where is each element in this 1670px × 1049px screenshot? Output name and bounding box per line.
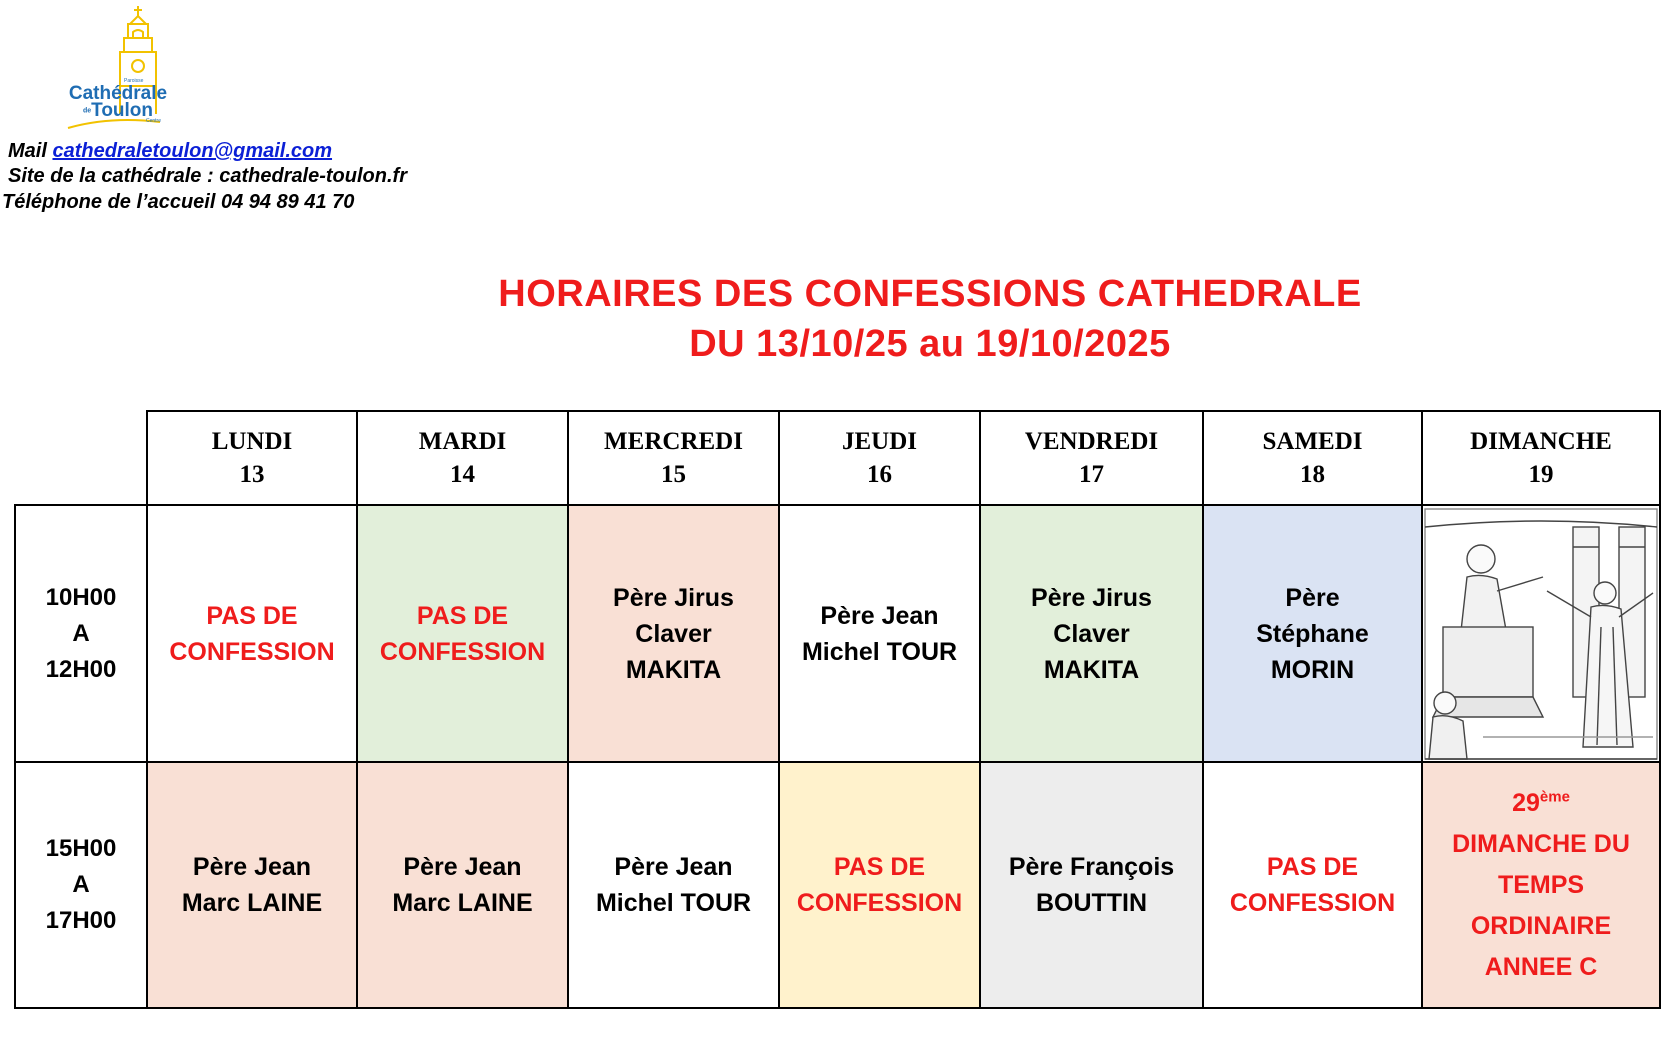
mail-link[interactable]: cathedraletoulon@gmail.com: [52, 140, 333, 162]
sunday-note-cell: 29ème DIMANCHE DU TEMPS ORDINAIRE ANNEE C: [1422, 762, 1660, 1008]
page-title-line2: DU 13/10/25 au 19/10/2025: [689, 323, 1171, 365]
biblical-scene-illustration: [1423, 507, 1659, 761]
schedule-cell: Père Jirus Claver MAKITA: [980, 505, 1203, 762]
phone-line: Téléphone de l’accueil 04 94 89 41 70: [2, 191, 355, 213]
schedule-cell: PAS DE CONFESSION: [357, 505, 568, 762]
time-slot-cell: 15H00 A 17H00: [15, 762, 147, 1008]
schedule-cell: Père François BOUTTIN: [980, 762, 1203, 1008]
schedule-cell: PAS DE CONFESSION: [1203, 762, 1422, 1008]
illustration-cell: [1422, 505, 1660, 762]
schedule-cell: Père Stéphane MORIN: [1203, 505, 1422, 762]
afternoon-row: [15, 762, 1660, 1008]
day-header: VENDREDI 17: [980, 411, 1203, 505]
morning-row: [15, 505, 1660, 762]
logo-line1: Cathédrale: [68, 83, 168, 104]
mail-label: Mail: [8, 140, 47, 162]
logo-text: [64, 85, 172, 119]
schedule-cell: Père Jean Marc LAINE: [147, 762, 357, 1008]
day-header: MERCREDI 15: [568, 411, 779, 505]
logo-line2: Toulon: [91, 100, 154, 121]
day-header: MARDI 14: [357, 411, 568, 505]
parish-logo: [60, 2, 172, 138]
page-title-line1: HORAIRES DES CONFESSIONS CATHEDRALE: [498, 273, 1362, 315]
schedule-cell: PAS DE CONFESSION: [779, 762, 980, 1008]
day-header: LUNDI 13: [147, 411, 357, 505]
ordinal-suffix: ème: [1539, 788, 1570, 806]
schedule-cell: PAS DE CONFESSION: [147, 505, 357, 762]
schedule-cell: Père Jean Michel TOUR: [568, 762, 779, 1008]
schedule-cell: Père Jean Michel TOUR: [779, 505, 980, 762]
day-header: SAMEDI 18: [1203, 411, 1422, 505]
ordinal-number: 29: [1512, 788, 1540, 817]
logo-de: de: [82, 107, 92, 115]
header-row: [15, 411, 1660, 505]
time-slot-cell: 10H00 A 12H00: [15, 505, 147, 762]
site-line: Site de la cathédrale : cathedrale-toulon.fr: [8, 165, 407, 187]
day-header: JEUDI 16: [779, 411, 980, 505]
schedule-cell: Père Jean Marc LAINE: [357, 762, 568, 1008]
schedule-cell: Père Jirus Claver MAKITA: [568, 505, 779, 762]
corner-cell: [15, 411, 147, 505]
day-header: DIMANCHE 19: [1422, 411, 1660, 505]
contact-mail-line: [8, 140, 332, 163]
logo-small-top-text: Paroisse: [124, 78, 144, 84]
schedule-table: [14, 410, 1661, 1009]
logo-small-bottom-text: Centre: [146, 118, 162, 124]
